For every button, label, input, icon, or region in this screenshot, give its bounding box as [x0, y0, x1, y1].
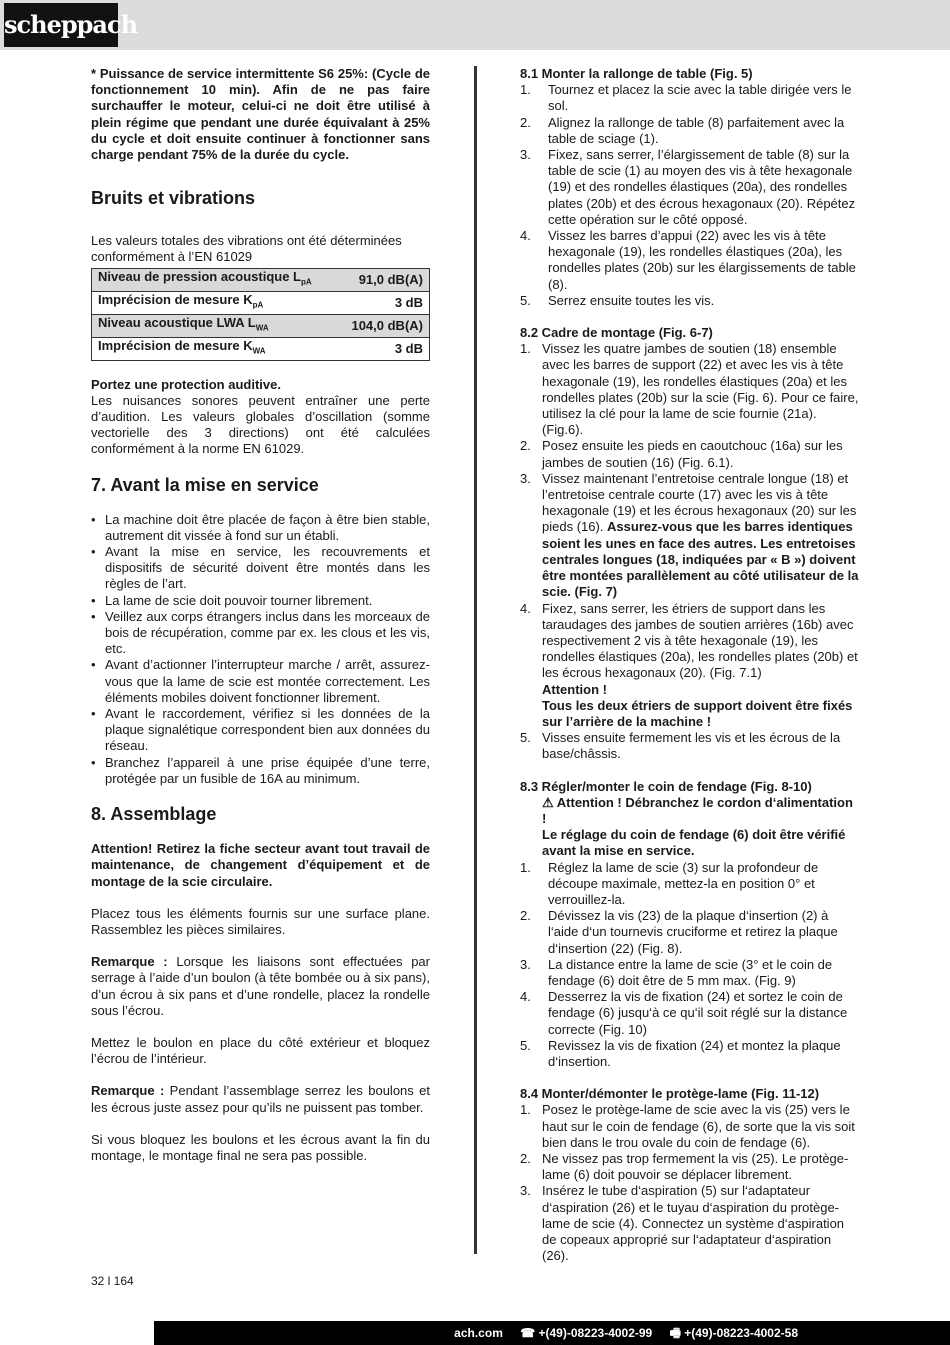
riving-knife-check-note: Le réglage du coin de fendage (6) doit être vérifié avant la mise en service. [542, 827, 846, 859]
section-8-3-heading: 8.3 Régler/monter le coin de fendage (Fig. 8-10) [520, 778, 812, 794]
list-item: • Avant la mise en service, les recouvrements et dispositifs de sécurité doivent être montés dans les règles de l’art. [91, 544, 430, 593]
section-8-heading: 8. Assemblage [91, 804, 217, 825]
list-item: 5. Serrez ensuite toutes les vis. [520, 292, 715, 308]
list-item: 2. Posez ensuite les pieds en caoutchouc (16a) sur les jambes de soutien (16) (Fig. 6.1). [520, 438, 843, 470]
assembly-remark-2: Remarque : Pendant l’assemblage serrez les boulons et les écrous juste assez pour qu’ils ne puissent pas tomber. [91, 1083, 430, 1115]
list-item: 2. Ne vissez pas trop fermement la vis (25). Le protège-lame (6) doit pouvoir se déplacer librement. [520, 1151, 849, 1183]
list-item: • Avant d’actionner l’interrupteur marche / arrêt, assurez-vous que la lame de scie est montée correctement. Les éléments mobiles doivent fonctionner librement. [91, 657, 430, 706]
list-item: 1. Tournez et placez la scie avec la table dirigée vers le sol. [520, 82, 852, 114]
section-7-list [91, 512, 430, 787]
right-column [520, 66, 860, 1264]
list-item: • Avant le raccordement, vérifiez si les données de la plaque signalétique correspondent bien aux données du réseau. [91, 706, 430, 755]
noise-heading: Bruits et vibrations [91, 188, 256, 209]
noise-table [91, 268, 430, 361]
assembly-attention: Attention! Retirez la fiche secteur avant tout travail de maintenance, de changement d’équipement et de montage de la scie circulaire. [91, 841, 430, 889]
table-row: Imprécision de mesure $K_{pA}$ 3 dB [92, 291, 430, 314]
list-item: 4. Desserrez la vis de fixation (24) et sortez le coin de fendage (6) jusqu‘à ce qu‘il soit réglé sur la distance correcte (Fig. 10) [520, 989, 848, 1037]
list-item: 5. Revissez la vis de fixation (24) et montez la plaque d‘insertion. [520, 1037, 841, 1069]
section-7-heading: 7. Avant la mise en service [91, 474, 319, 495]
list-item: 3. Fixez, sans serrer, l’élargissement de table (8) sur la table de scie (1) au moyen des vis à tête hexagonale (19) et des rondelles élastiques (20a), des rondelles plates (20b) et des écrous hexagonaux (20). Répétez cette opération sur le côté opposé. [520, 147, 856, 227]
left-column [91, 66, 430, 1164]
list-item: 3. Vissez maintenant l’entretoise centrale longue (18) et l’entretoise centrale courte (17) avec les vis à tête hexagonale (19) et les écrous hexagonaux (20) sur les pieds (16). Assurez-vous que les barres identiques soient les unes en face des autres. Les entretoises centrales longues (18, indiquées par « B ») doivent être montées parallèlement au côté utilisateur de la scie. (Fig. 7) [520, 470, 859, 600]
list-item: 4. Fixez, sans serrer, les étriers de support dans les taraudages des jambes de soutien arrières (16b) avec respectivement 2 vis à tête hexagonale (19), les rondelles élastiques (20a), les rondelles plates (20b) et les écrous hexagonaux (20). (Fig. 7.1) Attention ! Tous les deux étriers de support doivent être fixés sur l’arrière de la machine ! [520, 600, 858, 729]
section-8-2-list [520, 341, 860, 762]
noise-intro: Les valeurs totales des vibrations ont été déterminées conformément à l’EN 61029 [91, 233, 402, 265]
list-item: 4. Vissez les barres d’appui (22) avec les vis à tête hexagonale (19), les rondelles élastiques (20a), les rondelles plates (20b) sur les élargissements de table (8). [520, 228, 856, 292]
list-item: 2. Dévissez la vis (23) de la plaque d‘insertion (2) à l‘aide d‘un tournevis cruciforme et retirez la plaque d‘insertion (22) (Fig. 8). [520, 908, 838, 956]
section-8-1-heading: 8.1 Monter la rallonge de table (Fig. 5) [520, 66, 753, 81]
table-row: Niveau de pression acoustique $L_{pA}$ 91,0 dB(A) [92, 268, 430, 291]
list-item: 3. La distance entre la lame de scie (3° et le coin de fendage (6) doit être de 5 mm max. (Fig. 9) [520, 956, 833, 988]
page-header [0, 0, 950, 50]
ear-protection-text: Les nuisances sonores peuvent entraîner une perte d’audition. Les valeurs globales d’oscillation (somme vectorielle des 3 directions) ont été calculées conformément à la norme EN 61029. [91, 392, 430, 457]
duty-cycle-note: * Puissance de service intermittente S6 25%: (Cycle de fonctionnement 10 min). Afin de ne pas faire surchauffer le moteur, celui-ci ne doit être utilisé à plein régime que pendant une durée équivalant à 25% du cycle et doit ensuite continuer à fonctionner sans charge pendant 75% de la durée du cycle. [91, 66, 430, 163]
list-item: 1. Posez le protège-lame de scie avec la vis (25) vers le haut sur le coin de fendage (6), de sorte que la vis soit bien dans le trou ovale du coin de fendage (6). [520, 1102, 855, 1150]
list-item: • Branchez l’appareil à une prise équipée d’une terre, protégée par un fusible de 16A au minimum. [91, 755, 430, 787]
list-item: 5. Visses ensuite fermement les vis et les écrous de la base/châssis. [520, 730, 841, 762]
list-item: • Veillez aux corps étrangers inclus dans les morceaux de bois de récupération, comme par ex. les clous et les vis, etc. [91, 609, 430, 658]
list-item: • La machine doit être placée de façon à être bien stable, autrement dit vissée à fond sur un établi. [91, 512, 430, 544]
brand-logo: scheppach [4, 3, 118, 47]
section-8-2-heading: 8.2 Cadre de montage (Fig. 6-7) [520, 325, 713, 341]
list-item: 2. Alignez la rallonge de table (8) parfaitement avec la table de sciage (1). [520, 114, 845, 146]
table-row: Imprécision de mesure $K_{WA}$ 3 dB [92, 337, 430, 360]
phone-text: ☎ +(49)-08223-4002-99 [520, 1326, 653, 1340]
column-divider [474, 66, 477, 1254]
list-item: 1. Vissez les quatre jambes de soutien (18) ensemble avec les barres de support (22) et avec les vis à tête hexagonale (19), les rondelles élastiques (20a) et les rondelles plates (20b) sur la scie (Fig. 6). Pour ce faire, utilisez la clé pour la lame de scie fournie (21a). (Fig.6). [520, 341, 859, 438]
assembly-remark-1: Remarque : Lorsque les liaisons sont effectuées par serrage à l’aide d’un boulon (à tête bombée ou à six pans), d’un écrou à six pans et d’une rondelle, placez la rondelle sous l’écrou. [91, 954, 430, 1018]
page-footer [0, 1321, 950, 1345]
list-item: 1. Réglez la lame de scie (3) sur la profondeur de découpe maximale, mettez-la en position 0° et verrouillez-la. [520, 859, 819, 907]
list-item: • La lame de scie doit pouvoir tourner librement. [91, 593, 430, 609]
section-8-3-list [520, 860, 860, 1071]
assembly-para-2: Mettez le boulon en place du côté extérieur et bloquez l’écrou de l’intérieur. [91, 1034, 430, 1067]
assembly-para-3: Si vous bloquez les boulons et les écrous avant la fin du montage, le montage final ne sera pas possible. [91, 1131, 430, 1163]
unplug-warning: ⚠ Attention ! Débranchez le cordon d‘alimentation ! [542, 794, 853, 826]
page-number: 32 l 164 [91, 1274, 134, 1288]
ear-protection-warning: Portez une protection auditive. [91, 376, 281, 392]
section-8-1-list [520, 82, 860, 309]
assembly-para-1: Placez tous les éléments fournis sur une surface plane. Rassemblez les pièces similaires. [91, 905, 430, 937]
section-8-4-heading: 8.4 Monter/démonter le protège-lame (Fig. 11-12) [520, 1086, 820, 1102]
section-8-4-list [520, 1102, 860, 1264]
website-text: ach.com [454, 1326, 503, 1340]
list-item: 3. Insérez le tube d‘aspiration (5) sur l‘adaptateur d‘aspiration (26) et le tuyau d‘aspiration du protège-lame de scie (4). Connectez un système d‘aspiration de copeaux approprié sur l‘adaptateur d‘aspiration (26). [520, 1183, 845, 1264]
table-row: Niveau acoustique LWA $L_{WA}$ 104,0 dB(A) [92, 314, 430, 337]
fax-text: 🖷 +(49)-08223-4002-58 [669, 1326, 798, 1340]
